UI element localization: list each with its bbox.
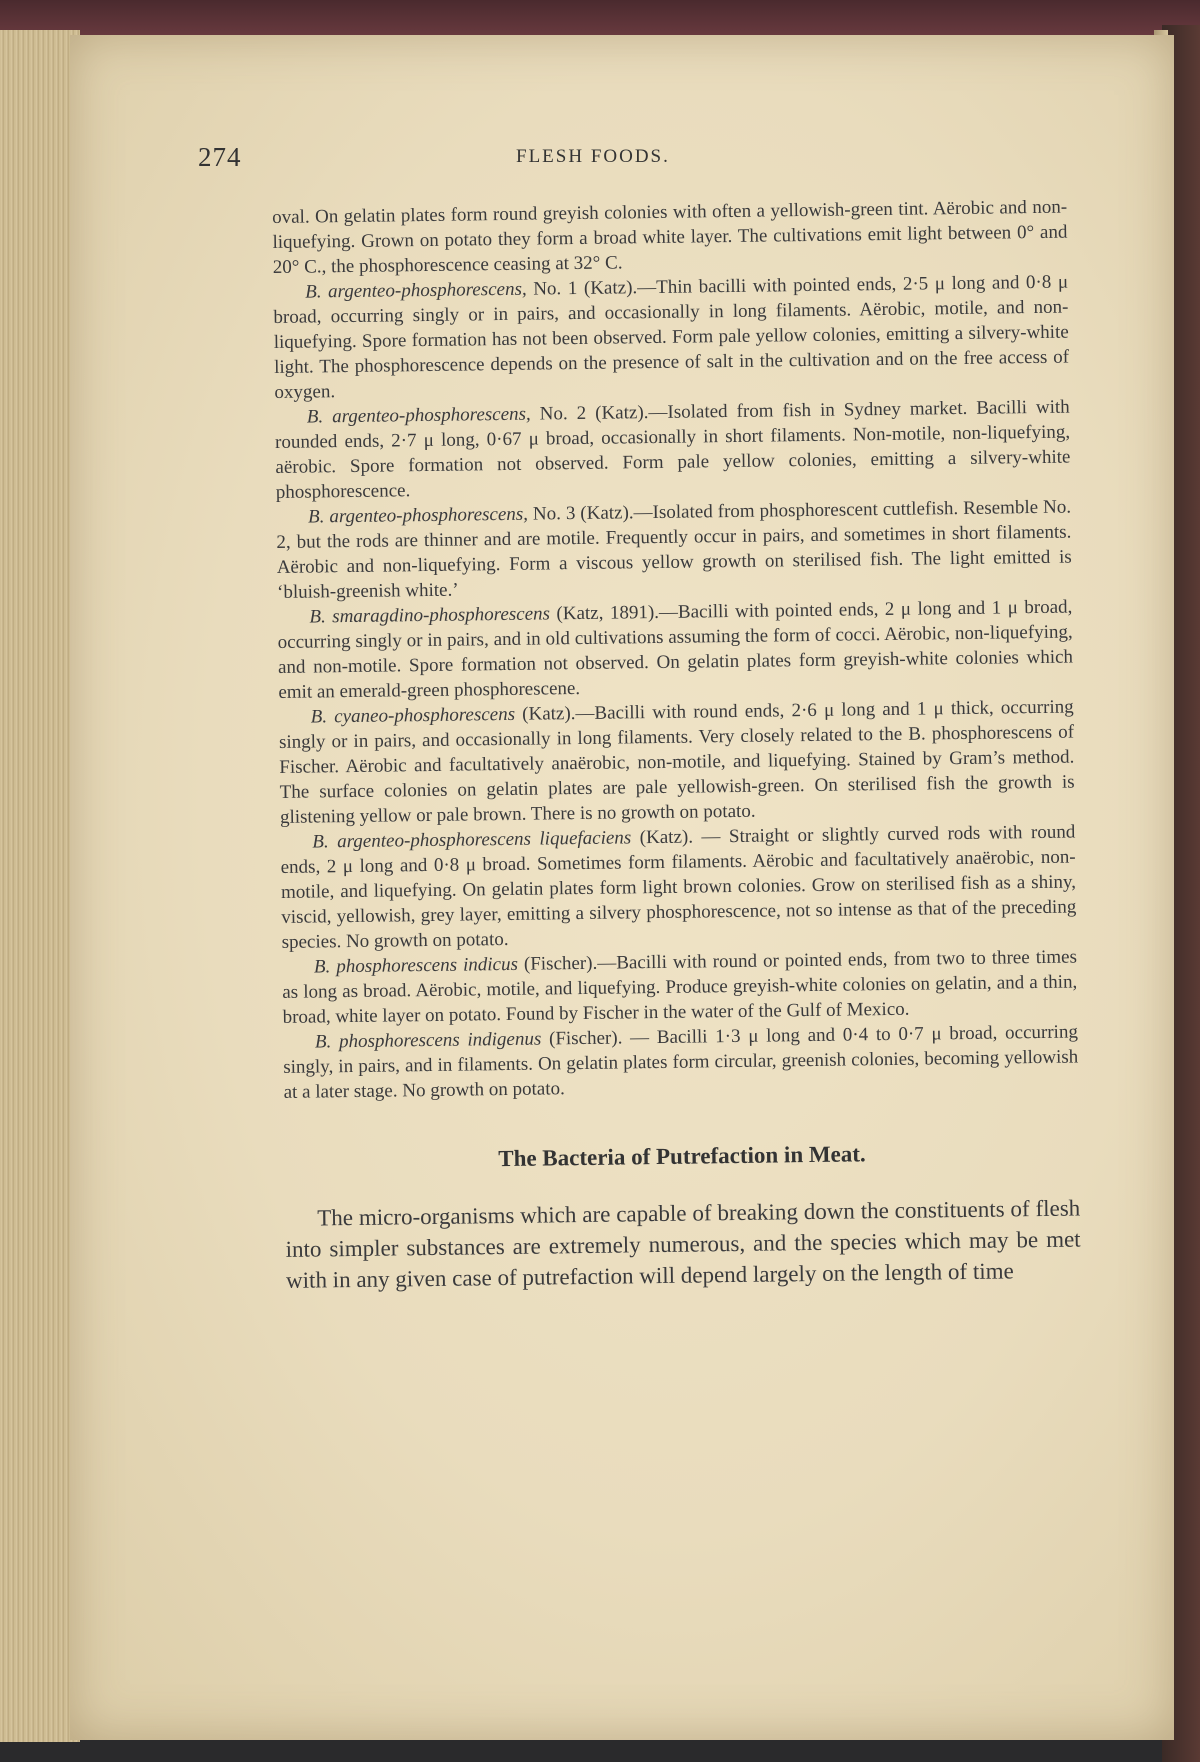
paragraph [275,395,1071,505]
paragraph-text: (Katz).—Bacilli with round ends, 2·6 μ long and 1 μ thick, occurring singly or in pairs, and occasionally in long filaments. Very closely related to the B. phosphorescens of Fischer. Aërobic and facultatively anaërobic, non-motile, and liquefying. Stained by Gram’s method. The surface colonies on gelatin plates are pale yellowish-green. On sterilised fish the growth is glistening yellow or pale brown. There is no growth on potato. [278,696,1075,828]
species-name: B. argenteo-phosphorescens, [306,403,531,428]
paragraph [282,945,1078,1030]
species-name: B. argenteo-phosphorescens, [307,503,529,528]
section-body [285,1193,1081,1296]
species-name: B. phosphorescens indicus [313,953,519,978]
paragraph [272,195,1068,280]
page-number: 274 [198,142,242,172]
page-body [272,195,1081,1296]
species-name: B. cyaneo-phosphorescens [310,703,516,728]
book-cover-top [0,0,1200,40]
section-heading: The Bacteria of Putrefaction in Meat. [498,1141,866,1172]
page-header [198,142,1068,174]
paragraph-text: No. 3 (Katz).—Isolated from phosphorescent cuttlefish. Resemble No. 2, but the rods are thinner and are motile. Frequently occur in pairs, and sometimes in short filaments. Aërobic and non-liquefying. Form a viscous yellow growth on sterilised fish. The light emitted is ‘bluish-greenish white.’ [276,496,1072,603]
paragraph [277,595,1073,705]
species-name: B. phosphorescens indigenus [314,1028,542,1053]
paragraph-text: (Katz, 1891).—Bacilli with pointed ends, 2 μ long and 1 μ broad, occurring singly or in pairs, and in old cultivations assuming the form of cocci. Aërobic, non-liquefying, and non-motile. Spore formation not observed. On gelatin plates form greyish-white colonies which emit an emerald-green phosphorescene. [277,596,1074,703]
paragraph-text: (Katz). — Straight or slightly curved rods with round ends, 2 μ long and 0·8 μ broad. Sometimes form filaments. Aërobic and facultatively anaërobic, non-motile, and liquefying. On gelatin plates form light brown colonies. Grow on sterilised fish as a shiny, viscid, yellowish, grey layer, emitting a silvery phosphorescence, not so intense as that of the preceding species. No growth on potato. [280,821,1077,953]
paragraph [280,820,1077,955]
species-name: B. argenteo-phosphorescens liquefaciens [312,827,632,853]
paragraph-text: oval. On gelatin plates form round greyish colonies with often a yellowish-green tint. Aërobic and non-liquefying. Grown on potato they form a broad white layer. The cultivations emit light between 0° and 20° C., the phosphorescence ceasing at 32° C. [272,196,1068,278]
paragraph-text: No. 1 (Katz).—Thin bacilli with pointed ends, 2·5 μ long and 0·8 μ broad, occurring singly or in pairs, and occasionally in long filaments. Aërobic, motile, and non-liquefying. Spore formation has not been observed. Form pale yellow colonies, emitting a silvery-white light. The phosphorescence depends on the presence of salt in the cultivation and on the free access of oxygen. [273,271,1070,403]
paragraph [279,695,1076,830]
paragraph-text: No. 2 (Katz).—Isolated from fish in Sydney market. Bacilli with rounded ends, 2·7 μ long, 0·67 μ broad, occasionally in short filaments. Non-motile, non-liquefying, aërobic. Spore formation not observed. Form pale yellow colonies, emitting a silvery-white phosphorescence. [274,396,1071,503]
paragraph-text: (Fischer).—Bacilli with round or pointed ends, from two to three times as long as broad. Aërobic, motile, and liquefying. Produce greyish-white colonies on gelatin, and a thin, broad, white layer on potato. Found by Fischer in the water of the Gulf of Mexico. [282,946,1078,1028]
paragraph [276,495,1072,605]
paragraph [283,1020,1079,1105]
page-edges [0,30,80,1742]
species-name: B. argenteo-phosphorescens, [305,278,527,303]
section-paragraph: The micro-organisms which are capable of breaking down the constituents of flesh into simpler substances are extremely numerous, and the species which may be met with in any given case of putrefaction will depend largely on the length of time [285,1195,1081,1293]
paragraph [273,270,1070,405]
running-head: FLESH FOODS. [516,146,670,167]
species-name: B. smaragdino-phosphorescens [309,603,551,628]
paragraph-text: (Fischer). — Bacilli 1·3 μ long and 0·4 to 0·7 μ broad, occurring singly, in pairs, and in filaments. On gelatin plates form circular, greenish colonies, becoming yellowish at a later stage. No growth on potato. [283,1021,1079,1103]
